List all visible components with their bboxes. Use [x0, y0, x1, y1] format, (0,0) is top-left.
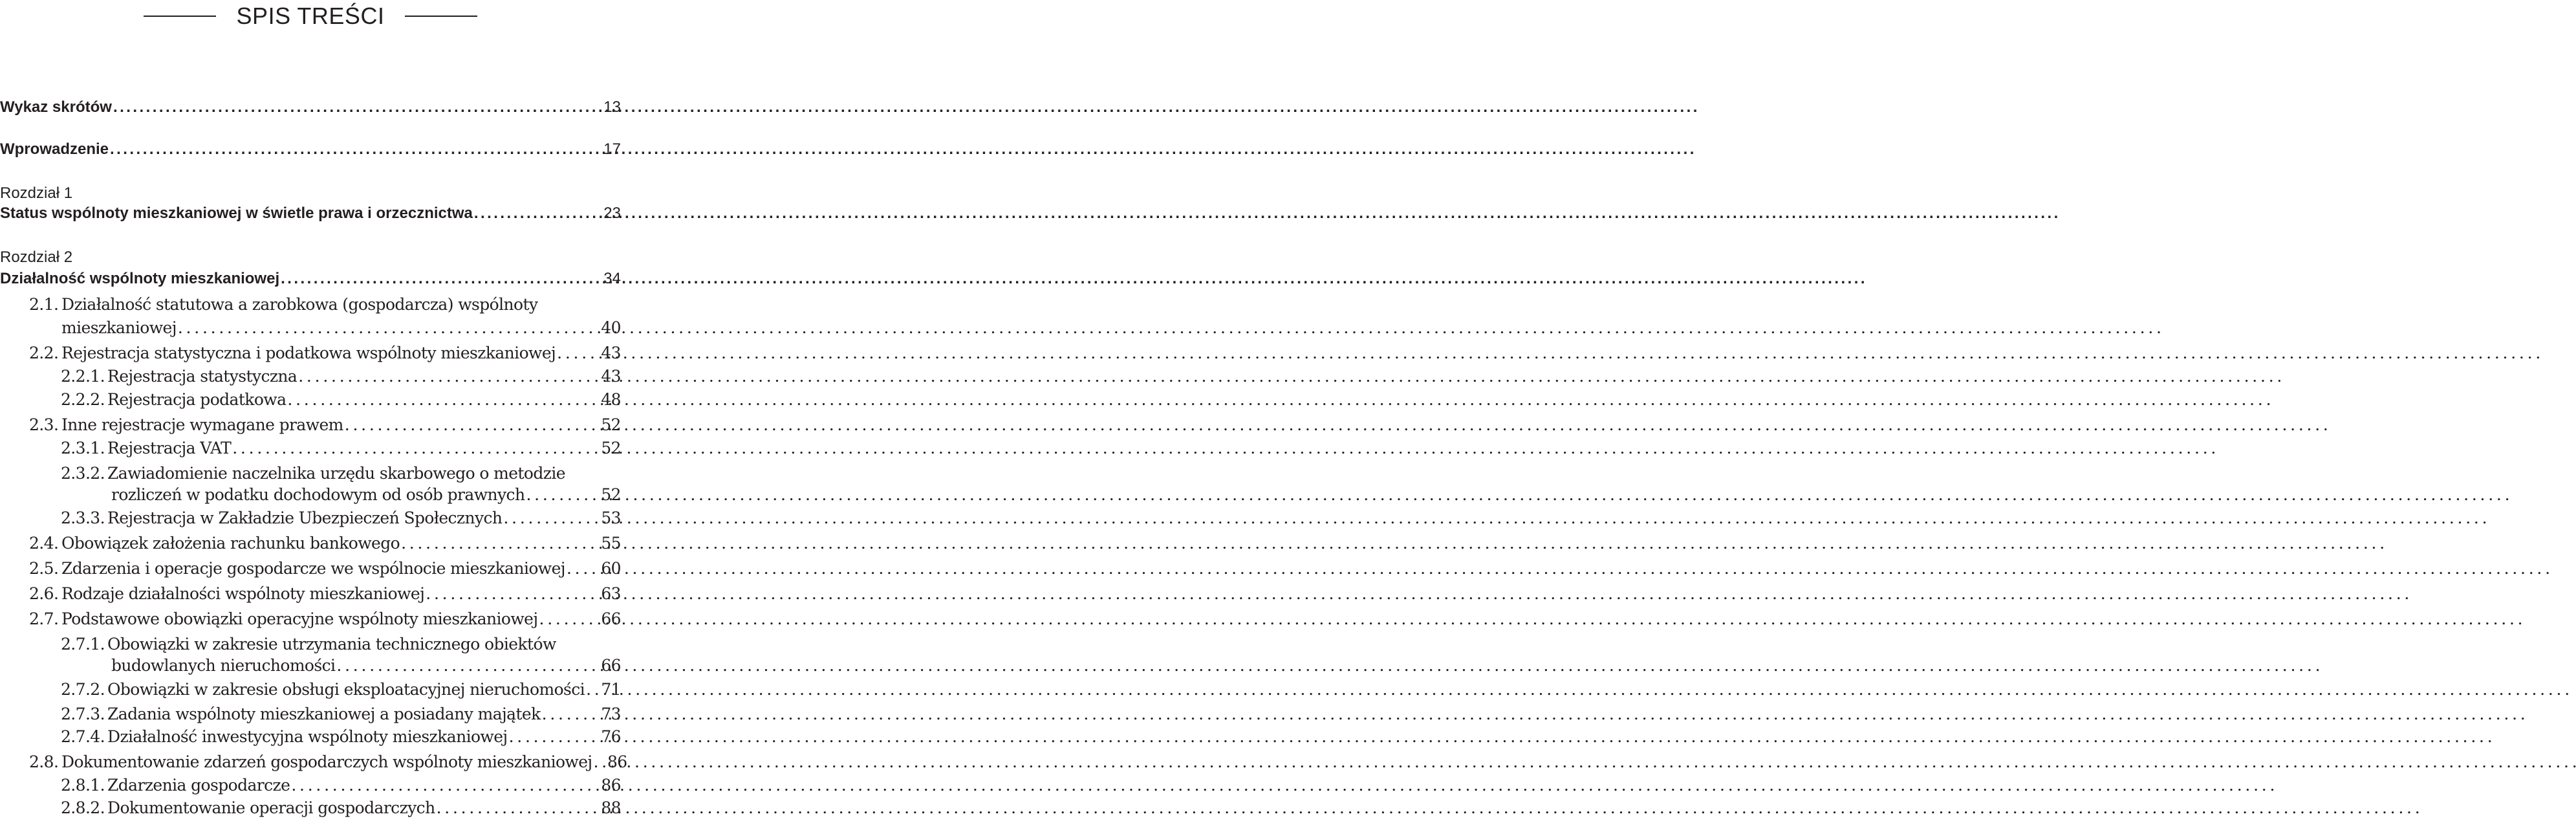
toc-entry-title-continued: rozliczeń w podatku dochodowym od osób prawnych: [111, 485, 525, 504]
leader-dots: [426, 584, 594, 603]
section-number: 2.3.3.: [61, 509, 105, 527]
toc-page-number: 66: [601, 656, 621, 675]
toc-entry-title: Rejestracja w Zakładzie Ubezpieczeń Społecznych: [107, 509, 503, 527]
section-number: 2.3.2.: [61, 464, 105, 483]
leader-dots: [113, 98, 594, 116]
toc-entry-2-7-1[interactable]: [0, 656, 621, 679]
leader-dots: [474, 204, 594, 223]
toc-page-number: 71: [601, 680, 621, 699]
toc-entry-title: Zawiadomienie naczelnika urzędu skarbowego o metodzie: [107, 464, 565, 483]
toc-entry-2-3[interactable]: [0, 415, 621, 439]
toc-entry-2-8-1[interactable]: [0, 776, 621, 799]
toc-entry-title: Działalność statutowa a zarobkowa (gospodarcza) wspólnoty: [61, 295, 538, 314]
section-number: 2.2.1.: [61, 367, 105, 386]
leader-dots: [291, 776, 594, 795]
toc-entry-title: Obowiązek założenia rachunku bankowego: [61, 534, 400, 553]
section-number: 2.7.: [29, 609, 59, 628]
section-number: 2.8.: [29, 752, 59, 771]
leader-dots: [287, 390, 594, 409]
section-number: 2.6.: [29, 584, 59, 603]
toc-entry-2-7-3[interactable]: [0, 705, 621, 728]
toc-page-number: 63: [601, 584, 621, 603]
toc-entry-2-2-1[interactable]: [0, 367, 621, 390]
toc-page-number: 34: [603, 270, 621, 287]
toc-entry-title: Działalność wspólnoty mieszkaniowej: [0, 270, 280, 287]
leader-dots: [526, 485, 594, 504]
section-number: 2.7.3.: [61, 705, 105, 723]
leader-dots: [336, 656, 594, 675]
toc-entry-2-7-2[interactable]: [0, 680, 621, 703]
leader-dots: [345, 415, 594, 434]
chapter-label: Rozdział 1: [0, 184, 73, 202]
toc-entry-title: Status wspólnoty mieszkaniowej w świetle prawa i orzecznictwa: [0, 204, 473, 222]
section-number: 2.8.2.: [61, 798, 105, 817]
leader-dots: [586, 680, 594, 699]
toc-entry-2-1[interactable]: [0, 318, 621, 342]
leader-dots: [281, 270, 594, 288]
title-rule-left: [144, 16, 216, 17]
toc-entry-2-6[interactable]: [0, 584, 621, 608]
toc-entry-2-4[interactable]: [0, 534, 621, 557]
toc-entry-title: Wprowadzenie: [0, 140, 109, 158]
leader-dots: [567, 559, 594, 578]
toc-entry-title: Rejestracja statystyczna: [107, 367, 298, 386]
chapter-label: Rozdział 2: [0, 248, 73, 266]
section-number: 2.3.1.: [61, 439, 105, 457]
section-number: 2.7.4.: [61, 727, 105, 746]
leader-dots: [503, 509, 594, 527]
page-title: SPIS TREŚCI: [236, 3, 385, 29]
toc-page-number: 73: [601, 705, 621, 723]
toc-entry-2-8-2[interactable]: [0, 798, 621, 822]
leader-dots: [542, 705, 594, 723]
section-number: 2.7.2.: [61, 680, 105, 699]
toc-page-number: 76: [601, 727, 621, 746]
toc-page-number: 23: [603, 204, 621, 222]
leader-dots: [232, 439, 594, 457]
toc-entry-title: Zdarzenia gospodarcze: [107, 776, 290, 795]
toc-entry-title-continued: mieszkaniowej: [61, 318, 177, 337]
toc-entry-title: Rodzaje działalności wspólnoty mieszkaniowej: [61, 584, 425, 603]
toc-entry-title: Dokumentowanie operacji gospodarczych: [107, 798, 435, 817]
toc-entry-title: Zdarzenia i operacje gospodarcze we wspólnocie mieszkaniowej: [61, 559, 565, 578]
toc-entry-2-3-2-first-line[interactable]: [61, 462, 565, 485]
toc-entry-2-2[interactable]: [0, 344, 621, 367]
toc-page-number: 43: [601, 344, 621, 362]
toc-entry-2-7[interactable]: [0, 609, 621, 633]
toc-entry-chapter-2[interactable]: [0, 270, 621, 293]
leader-dots: [178, 318, 594, 337]
leader-dots: [594, 752, 600, 771]
toc-entry-2-3-1[interactable]: [0, 439, 621, 462]
toc-entry-chapter-1[interactable]: [0, 204, 621, 228]
toc-entry-wprowadzenie[interactable]: [0, 140, 621, 164]
section-number: 2.8.1.: [61, 776, 105, 795]
toc-entry-2-5[interactable]: [0, 559, 621, 582]
section-number: 2.2.: [29, 344, 59, 362]
leader-dots: [557, 344, 594, 362]
toc-entry-wykaz-skrotow[interactable]: [0, 98, 621, 122]
toc-entry-2-8[interactable]: [0, 752, 627, 776]
toc-page-number: 43: [601, 367, 621, 386]
section-number: 2.7.1.: [61, 635, 105, 653]
section-number: 2.3.: [29, 415, 59, 434]
toc-page-number: 52: [601, 485, 621, 504]
toc-page-number: 66: [601, 609, 621, 628]
toc-entry-title: Zadania wspólnoty mieszkaniowej a posiadany majątek: [107, 705, 541, 723]
toc-page-number: 40: [601, 318, 621, 337]
toc-entry-title: Działalność inwestycyjna wspólnoty mieszkaniowej: [107, 727, 508, 746]
toc-entry-2-1-first-line[interactable]: [29, 293, 537, 316]
toc-page-number: 88: [601, 798, 621, 817]
leader-dots: [437, 798, 594, 817]
toc-page-number: 55: [601, 534, 621, 553]
toc-entry-title: Obowiązki w zakresie utrzymania technicznego obiektów: [107, 635, 556, 653]
toc-page-number: 60: [601, 559, 621, 578]
toc-entry-title: Wykaz skrótów: [0, 98, 112, 116]
toc-page-number: 52: [601, 439, 621, 457]
toc-entry-2-7-1-first-line[interactable]: [61, 633, 556, 656]
leader-dots: [401, 534, 594, 553]
toc-page-number: 86: [601, 776, 621, 795]
toc-page-number: 17: [603, 140, 621, 158]
toc-entry-2-7-4[interactable]: [0, 727, 621, 751]
toc-entry-2-3-2[interactable]: [0, 485, 621, 509]
toc-page-number: 13: [603, 98, 621, 116]
toc-entry-title: Inne rejestracje wymagane prawem: [61, 415, 343, 434]
toc-entry-title: Rejestracja statystyczna i podatkowa wspólnoty mieszkaniowej: [61, 344, 556, 362]
leader-dots: [509, 727, 594, 746]
toc-page-number: 86: [607, 752, 627, 771]
section-number: 2.1.: [29, 295, 59, 314]
toc-entry-title: Obowiązki w zakresie obsługi eksploatacyjnej nieruchomości: [107, 680, 585, 699]
section-number: 2.2.2.: [61, 390, 105, 409]
toc-entry-title: Rejestracja VAT: [107, 439, 232, 457]
toc-entry-title: Rejestracja podatkowa: [107, 390, 287, 409]
toc-page-number: 53: [601, 509, 621, 527]
leader-dots: [298, 367, 594, 386]
toc-page-number: 52: [601, 415, 621, 434]
toc-entry-2-2-2[interactable]: [0, 390, 621, 413]
leader-dots: [110, 140, 594, 159]
toc-page-number: 48: [601, 390, 621, 409]
toc-heading: [0, 0, 621, 32]
toc-entry-title-continued: budowlanych nieruchomości: [111, 656, 336, 675]
section-number: 2.5.: [29, 559, 59, 578]
toc-entry-title: Dokumentowanie zdarzeń gospodarczych wspólnoty mieszkaniowej: [61, 752, 592, 771]
leader-dots: [539, 609, 594, 628]
toc-entry-2-3-3[interactable]: [0, 509, 621, 532]
section-number: 2.4.: [29, 534, 59, 553]
toc-entry-title: Podstawowe obowiązki operacyjne wspólnoty mieszkaniowej: [61, 609, 538, 628]
title-rule-right: [405, 16, 477, 17]
